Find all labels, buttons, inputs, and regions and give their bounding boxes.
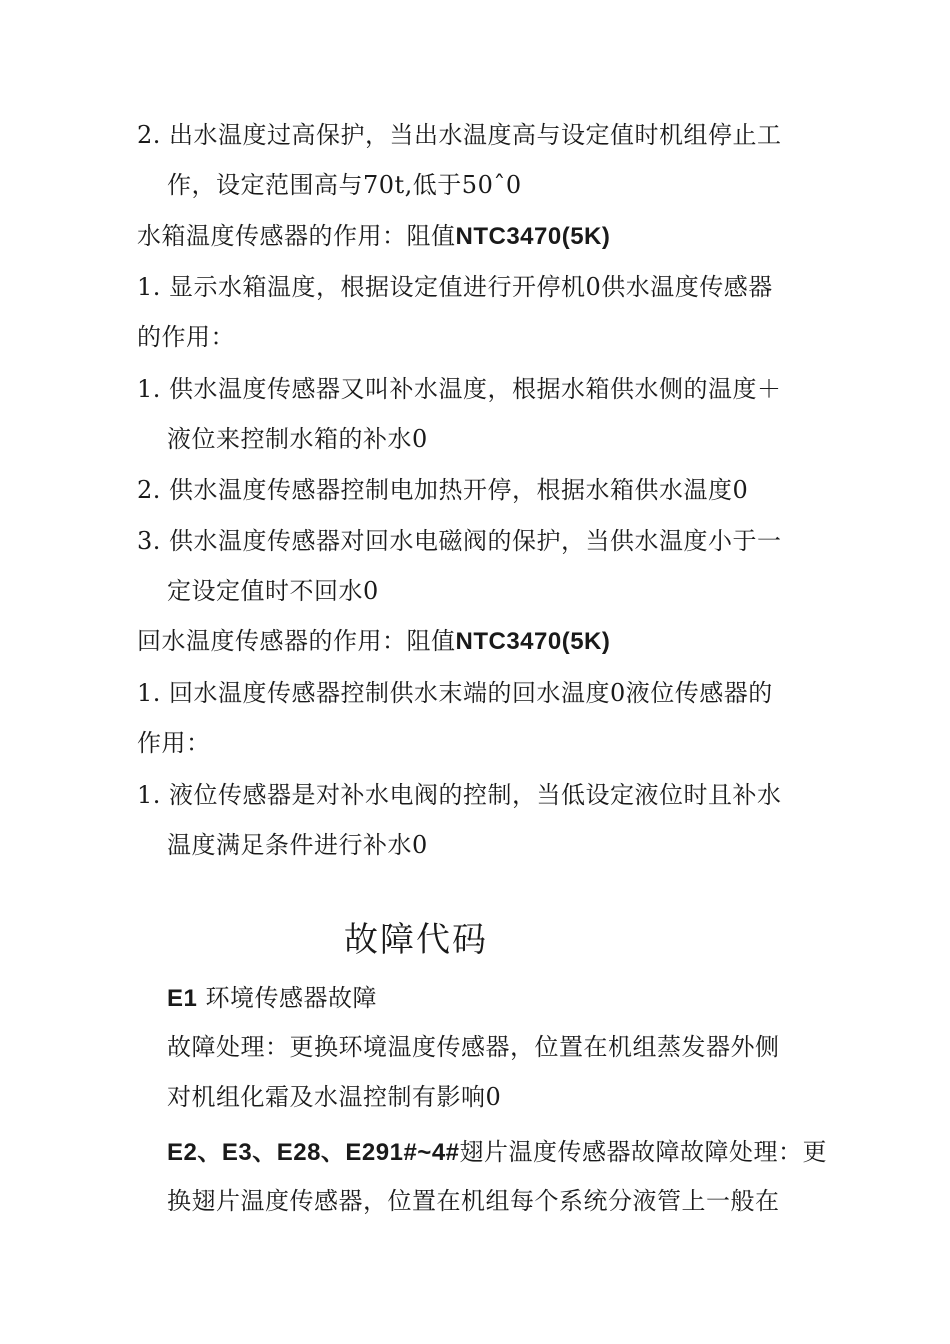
- paragraph-line: 1. 液位传感器是对补水电阀的控制，当低设定液位时且补水: [137, 781, 782, 809]
- paragraph-line: 液位来控制水箱的补水0: [167, 425, 428, 453]
- section-title: 故障代码: [344, 920, 488, 960]
- fault-name: 环境传感器故障: [205, 984, 377, 1012]
- resistance-value: NTC3470(5K): [455, 223, 611, 250]
- fault-heading: [167, 1137, 827, 1168]
- paragraph-line: 3. 供水温度传感器对回水电磁阀的保护，当供水温度小于一: [137, 527, 782, 555]
- paragraph-line: 2. 供水温度传感器控制电加热开停，根据水箱供水温度0: [137, 476, 749, 504]
- resistance-value: NTC3470(5K): [455, 628, 611, 655]
- paragraph-line: 作，设定范围高与70t,低于50ˆ0: [167, 171, 522, 199]
- fault-heading: [167, 983, 377, 1014]
- section-heading: [137, 221, 610, 252]
- section-heading: [137, 626, 610, 657]
- paragraph-line: 2. 出水温度过高保护，当出水温度高与设定值时机组停止工: [137, 121, 782, 149]
- heading-text: 水箱温度传感器的作用：阻值: [137, 222, 456, 250]
- paragraph-line: 作用：: [137, 729, 211, 757]
- paragraph-line: 定设定值时不回水0: [167, 577, 379, 605]
- paragraph-line: 1. 供水温度传感器又叫补水温度，根据水箱供水侧的温度＋: [137, 375, 782, 403]
- fault-code: E1: [167, 985, 198, 1012]
- paragraph-line: 对机组化霜及水温控制有影响0: [167, 1083, 502, 1111]
- paragraph-line: 故障处理：更换环境温度传感器，位置在机组蒸发器外侧: [167, 1033, 780, 1061]
- paragraph-line: 1. 显示水箱温度，根据设定值进行开停机0供水温度传感器: [137, 273, 773, 301]
- paragraph-line: 温度满足条件进行补水0: [167, 831, 428, 859]
- fault-code: E2、E3、E28、E291#~4#: [167, 1139, 460, 1166]
- fault-name: 翅片温度传感器故障故障处理：更: [459, 1138, 828, 1166]
- paragraph-line: 的作用：: [137, 323, 235, 351]
- heading-text: 回水温度传感器的作用：阻值: [137, 627, 456, 655]
- paragraph-line: 1. 回水温度传感器控制供水末端的回水温度0液位传感器的: [137, 679, 773, 707]
- paragraph-line: 换翅片温度传感器，位置在机组每个系统分液管上一般在: [167, 1187, 780, 1215]
